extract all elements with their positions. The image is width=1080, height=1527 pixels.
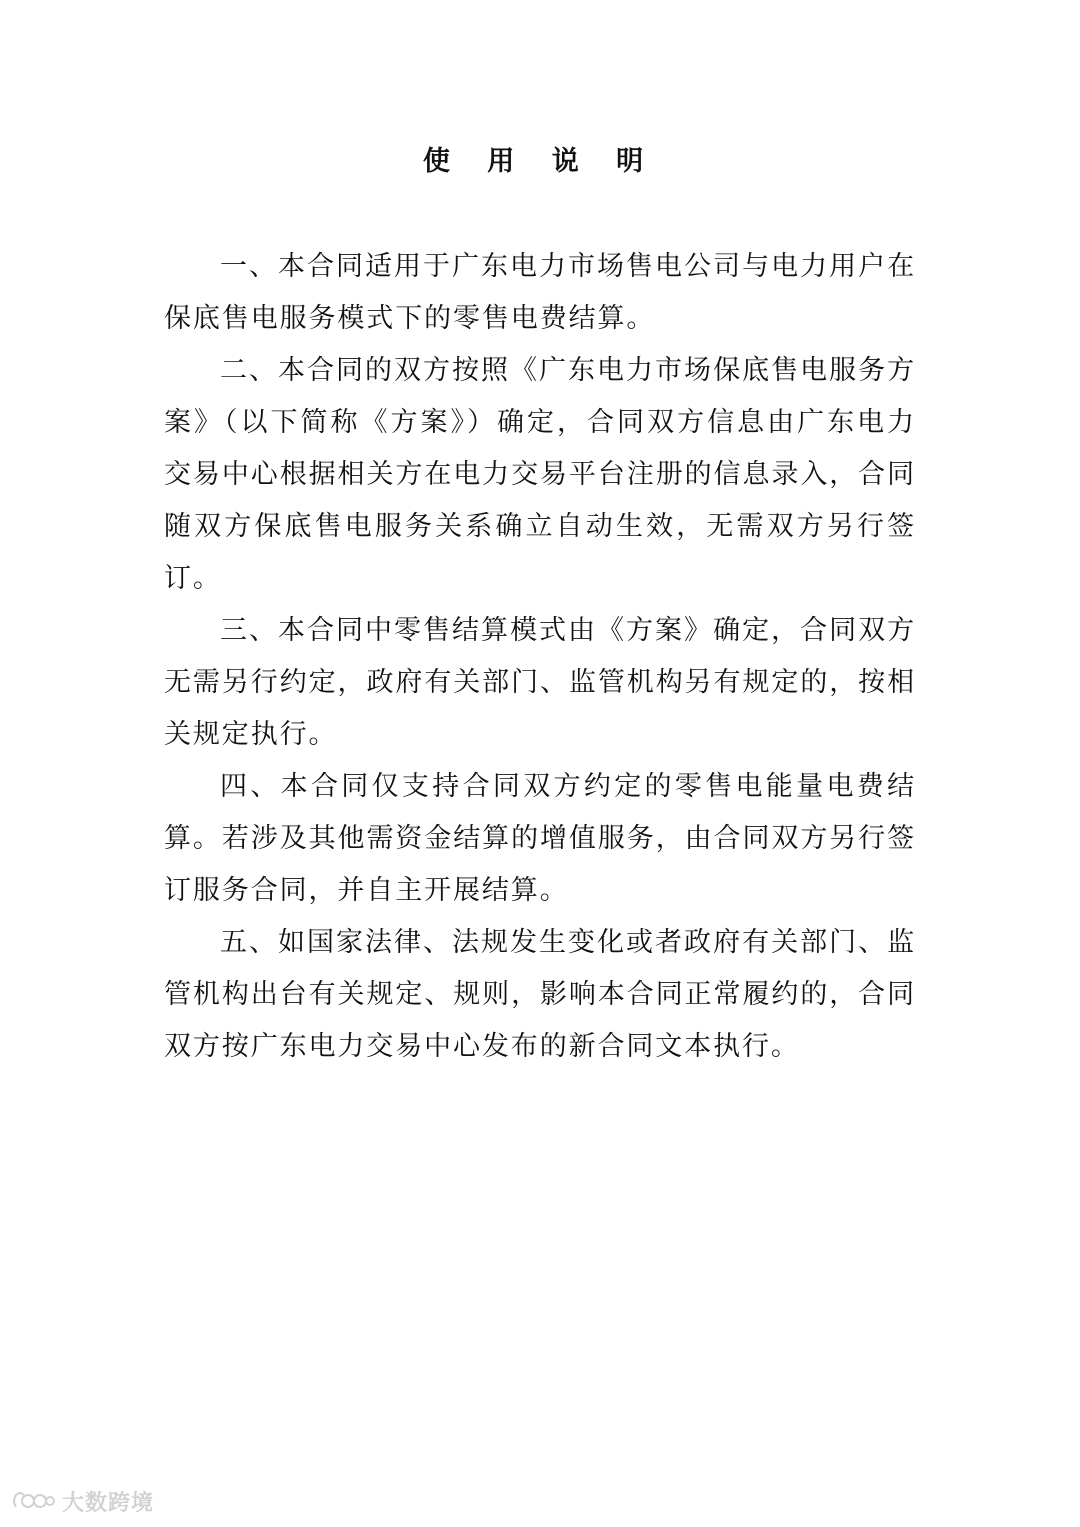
- watermark: [10, 1487, 154, 1515]
- paragraph-5: 五、如国家法律、法规发生变化或者政府有关部门、监管机构出台有关规定、规则，影响本合同正常履约的，合同双方按广东电力交易中心发布的新合同文本执行。: [164, 927, 916, 1062]
- paragraph-2: 二、本合同的双方按照《广东电力市场保底售电服务方案》（以下简称《方案》）确定，合同双方信息由广东电力交易中心根据相关方在电力交易平台注册的信息录入，合同随双方保底售电服务关系确立自动生效，无需双方另行签订。: [164, 355, 916, 594]
- document-body: [164, 241, 916, 1073]
- paragraph-3: 三、本合同中零售结算模式由《方案》确定，合同双方无需另行约定，政府有关部门、监管机构另有规定的，按相关规定执行。: [164, 615, 916, 750]
- page-title: 使 用 说 明: [422, 146, 658, 177]
- watermark-logo-icon: [10, 1489, 56, 1513]
- paragraph-1: 一、本合同适用于广东电力市场售电公司与电力用户在保底售电服务模式下的零售电费结算。: [164, 251, 916, 334]
- paragraph-4: 四、本合同仅支持合同双方约定的零售电能量电费结算。若涉及其他需资金结算的增值服务，由合同双方另行签订服务合同，并自主开展结算。: [164, 771, 916, 906]
- watermark-text: 大数跨境: [62, 1490, 155, 1516]
